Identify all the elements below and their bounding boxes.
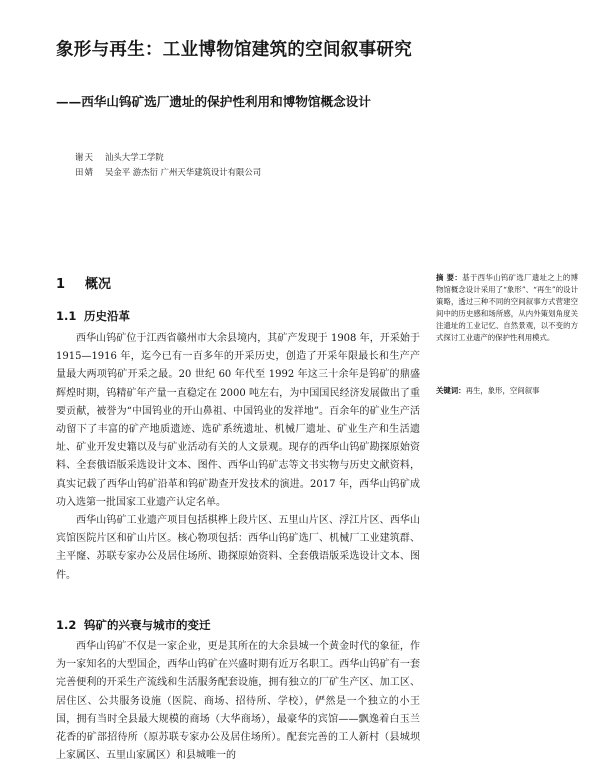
author-name: 谢天 <box>75 152 95 162</box>
keywords <box>436 385 578 397</box>
subsection-number: 1.2 <box>56 618 77 632</box>
paragraph: 西华山钨矿工业遗产项目包括棋桦上段片区、五里山片区、浮江片区、西华山宾馆医院片区和矿山片区。核心物项包括：西华山钨矿选厂、机械厂工业建筑群、主平窿、苏联专家办公及居住场所、勘探原始资料、全套俄语版采选设计文本、图件。 <box>56 515 420 581</box>
section-heading <box>56 277 111 293</box>
author-line-2 <box>75 165 475 179</box>
subsection-title: 历史沿革 <box>84 309 130 323</box>
subsection-heading <box>56 618 211 633</box>
keywords-label: 关键词： <box>436 386 466 395</box>
body-text <box>56 330 420 585</box>
author-affiliation: 吴金平 游杰衍 广州天华建筑设计有限公司 <box>105 167 262 177</box>
paper-subtitle: ——西华山钨矿选厂遗址的保护性利用和博物馆概念设计 <box>56 94 371 109</box>
paragraph: 西华山钨矿位于江西省赣州市大余县境内，其矿产发现于 1908 年，开采始于 1915—1916 年，迄今已有一百多年的开采历史，创造了开采年限最长和生产产量最大两项钨矿开采之最。20 世纪 60 年代至 1992 年这三十余年是钨矿的鼎盛辉煌时期，钨精矿年产量一直稳定在 2000 吨左右，为中国国民经济发展做出了重要贡献，被誉为“中国钨业的开山鼻祖、中国钨业的发祥地”。百余年的矿业生产活动留下了丰富的矿产地质遗迹、选矿系统遗址、机械厂遗址、矿业生产和生活遗址、矿业开发史籍以及与矿业活动有关的人文景观。现存的西华山钨矿勘探原始资料、全套俄语版采选设计文本、图件、西华山钨矿志等文书实物与历史文献资料，真实记载了西华山钨矿沿革和钨矿勘查开发技术的演进。2017 年，西华山钨矿成功入选第一批国家工业遗产认定名单。 <box>56 333 420 508</box>
keywords-text: 再生，象形，空间叙事 <box>465 386 540 395</box>
subsection-title: 钨矿的兴衰与城市的变迁 <box>84 618 211 632</box>
author-affiliation: 汕头大学工学院 <box>105 152 164 162</box>
body-text <box>56 638 420 765</box>
subsection-heading <box>56 309 130 324</box>
author-name: 田婧 <box>75 167 95 177</box>
paragraph: 西华山钨矿不仅是一家企业，更是其所在的大余县城一个黄金时代的象征，作为一家知名的大型国企，西华山钨矿在兴盛时期有近万名职工。西华山钨矿有一套完善便利的开采生产流线和生活服务配套设施，拥有独立的厂矿生产区、加工区、居住区、公共服务设施（医院、商场、招待所、学校），俨然是一个独立的小王国，拥有当时全县最大规模的商场（大华商场），最豪华的宾馆——飘逸着白玉兰花香的矿部招待所（原苏联专家办公及居住场所）。配套完善的工人新村（县城坝上家属区、五里山家属区）和县城唯一的 <box>56 641 420 762</box>
abstract-label: 摘 要： <box>436 273 463 282</box>
author-line-1 <box>75 150 475 164</box>
paper-title: 象形与再生：工业博物馆建筑的空间叙事研究 <box>56 40 412 60</box>
abstract-text: 基于西华山钨矿选厂遗址之上的博物馆概念设计采用了“象形”、“再生”的设计策略，透过三种不同的空间叙事方式营建空间中的历史感和场所感，从内外策划角度关注遗址的工业记忆、自然景观，以不变的方式探讨工业遗产的保护性利用模式。 <box>436 273 578 343</box>
abstract <box>436 272 578 345</box>
section-number: 1 <box>56 277 66 292</box>
subsection-number: 1.1 <box>56 309 77 323</box>
section-title: 概况 <box>85 277 112 292</box>
